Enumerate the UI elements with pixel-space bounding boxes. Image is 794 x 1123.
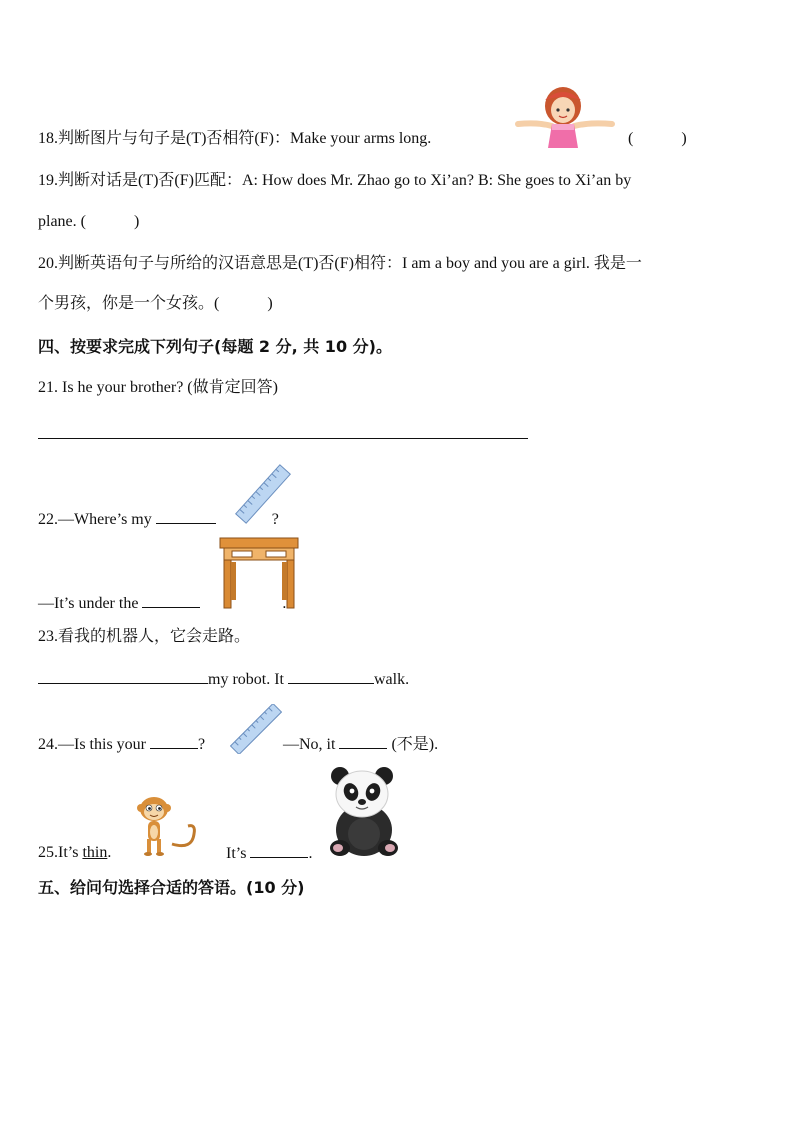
q22-prefix: 22.—Where’s my — [38, 511, 152, 528]
q25-line — [38, 843, 111, 863]
q24-answer-prefix: —No, it — [283, 736, 336, 753]
q23-mid: my robot. It — [208, 671, 284, 688]
q24-answer — [283, 734, 438, 755]
q23-line2 — [38, 669, 409, 690]
q19-line1: 19.判断对话是(T)否(F)匹配：A: How does Mr. Zhao go to Xi’an? B: She goes to Xi’an by — [38, 172, 632, 189]
girl-stretching-arms-image — [508, 86, 618, 150]
q21-answer-line[interactable] — [38, 438, 528, 439]
q23-cn: 23.看我的机器人，它会走路。 — [38, 628, 251, 645]
q24-line — [38, 734, 205, 755]
q25-dot: . — [107, 844, 112, 861]
q24-blank-1[interactable] — [150, 734, 198, 749]
q25-underlined-word: thin — [82, 844, 108, 861]
question-18 — [38, 129, 431, 149]
q18-answer-paren[interactable]: ( ) — [628, 130, 687, 147]
q22-period: . — [282, 595, 287, 612]
q22-blank-1[interactable] — [156, 509, 216, 524]
q25-prefix2: It’s — [226, 845, 247, 862]
q20-line2[interactable]: 个男孩，你是一个女孩。( ) — [38, 295, 273, 312]
q22-line2 — [38, 593, 286, 614]
q24-qmark: ? — [198, 736, 206, 753]
section-4-title: 四、按要求完成下列句子(每题 2 分, 共 10 分)。 — [38, 337, 392, 356]
section-5-title: 五、给问句选择合适的答语。(10 分) — [38, 878, 305, 897]
q22-line1 — [38, 509, 279, 530]
q18-text: 18.判断图片与句子是(T)否相符(F)：Make your arms long. — [38, 130, 432, 147]
q25-period: . — [308, 845, 313, 862]
q22-qmark: ? — [271, 511, 279, 528]
monkey-icon — [132, 794, 206, 858]
q23-end: walk. — [374, 671, 410, 688]
q25-answer — [226, 843, 312, 864]
q24-blank-2[interactable] — [339, 734, 387, 749]
q25-prefix: 25.It’s — [38, 844, 79, 861]
ruler-icon — [230, 704, 282, 754]
q21-text: 21. Is he your brother? (做肯定回答) — [38, 379, 278, 396]
q20-line1: 20.判断英语句子与所给的汉语意思是(T)否(F)相符：I am a boy and you are a girl. 我是一 — [38, 255, 642, 272]
q19-line2[interactable]: plane. ( ) — [38, 213, 140, 230]
q22-answer-prefix: —It’s under the — [38, 595, 139, 612]
q25-blank[interactable] — [250, 843, 308, 858]
q23-blank-2[interactable] — [288, 669, 374, 684]
q22-blank-2[interactable] — [142, 593, 200, 608]
panda-icon — [322, 764, 404, 860]
q24-answer-suffix: (不是). — [391, 736, 439, 753]
q24-prefix: 24.—Is this your — [38, 736, 146, 753]
q23-blank-1[interactable] — [38, 669, 208, 684]
